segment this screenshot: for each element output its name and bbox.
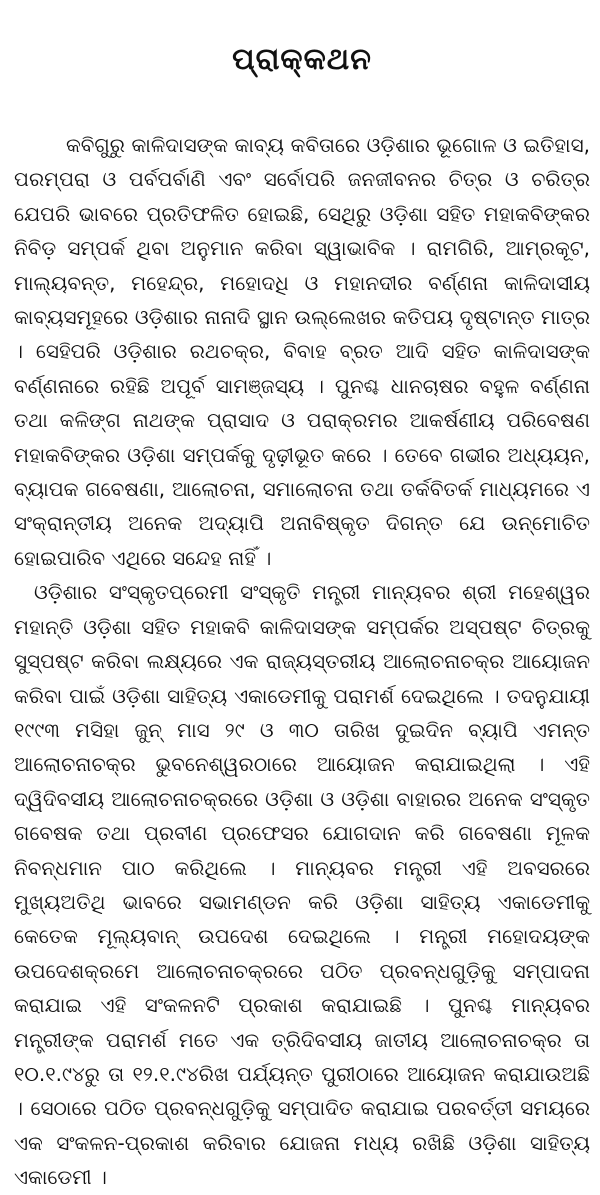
page-title: ପ୍ରାକ୍‌କଥନ [232,42,372,77]
paragraph-2: ଓଡ଼ିଶାର ସଂସ୍କୃତପ୍ରେମୀ ସଂସ୍କୃତି ମନ୍ତ୍ରୀ ମାନ୍ୟବର ଶ୍ରୀ ମହେଶ୍ୱର ମହାନ୍ତି ଓଡ଼ିଶା ସହିତ ମହାକବି କାଳିଦାସଙ୍କ ସମ୍ପର୍କର ଅସ୍ପଷ୍ଟ ଚିତ୍ରକୁ ସୁସ୍ପଷ୍ଟ କରିବା ଲକ୍ଷ୍ୟରେ ଏକ ରାଜ୍ୟସ୍ତରୀୟ ଆଲୋଚନାଚକ୍ର ଆୟୋଜନ କରିବା ପାଇଁ ଓଡ଼ିଶା ସାହିତ୍ୟ ଏକାଡେମୀକୁ ପରାମର୍ଶ ଦେଇଥିଲେ । ତଦନୁଯାୟୀ ୧୯୯୩ ମସିହା ଜୁନ୍ ମାସ ୨୯ ଓ ୩୦ ତାରିଖ ଦୁଇଦିନ ବ୍ୟାପି ଏମନ୍ତ ଆଲୋଚନାଚକ୍ର ଭୁବନେଶ୍ୱରଠାରେ ଆୟୋଜନ କରାଯାଇଥିଲା । ଏହି ଦ୍ୱିଦିବସୀୟ ଆଲୋଚନାଚକ୍ରରେ ଓଡ଼ିଶା ଓ ଓଡ଼ିଶା ବାହାରର ଅନେକ ସଂସ୍କୃତ ଗବେଷକ ତଥା ପ୍ରବୀଣ ପ୍ରଫେସର ଯୋଗଦାନ କରି ଗବେଷଣା ମୂଳକ ନିବନ୍ଧମାନ ପାଠ କରିଥିଲେ । ମାନ୍ୟବର ମନ୍ତ୍ରୀ ଏହି ଅବସରରେ ମୁଖ୍ୟଅତିଥି ଭାବରେ ସଭାମଣ୍ଡନ କରି ଓଡ଼ିଶା ସାହିତ୍ୟ ଏକାଡେମୀକୁ କେତେକ ମୂଲ୍ୟବାନ୍ ଉପଦେଶ ଦେଇଥିଲେ । ମନ୍ତ୍ରୀ ମହୋଦୟଙ୍କ ଉପଦେଶକ୍ରମେ ଆଲୋଚନାଚକ୍ରରେ ପଠିତ ପ୍ରବନ୍ଧଗୁଡ଼ିକୁ ସମ୍ପାଦନା କରାଯାଇ ଏହି ସଂକଳନଟି ପ୍ରକାଶ କରାଯାଇଛି । ପୁନଶ୍ଚ ମାନ୍ୟବର ମନ୍ତ୍ରୀଙ୍କ ପରାମର୍ଶ ମତେ ଏକ ତ୍ରିଦିବସୀୟ ଜାତୀୟ ଆଲୋଚନାଚକ୍ର ତା ୧୦.୧.୯୪ରୁ ତା ୧୨.୧.୯୪ରିଖ ପର୍ଯ୍ୟନ୍ତ ପୁରୀଠାରେ ଆୟୋଜନ କରାଯାଉଅଛି । ସେଠାରେ ପଠିତ ପ୍ରବନ୍ଧଗୁଡ଼ିକୁ ସମ୍ପାଦିତ କରାଯାଇ ପରବର୍ତ୍ତୀ ସମୟରେ ଏକ ସଂକଳନ-ପ୍ରକାଶ କରିବାର ଯୋଜନା ମଧ୍ୟ ରଖିଛି ଓଡ଼ିଶା ସାହିତ୍ୟ ଏକାଡେମୀ । [14,580,590,1190]
paragraph-1: କବିଗୁରୁ କାଳିଦାସଙ୍କ କାବ୍ୟ କବିତାରେ ଓଡ଼ିଶାର ଭୂଗୋଳ ଓ ଇତିହାସ, ପରମ୍ପରା ଓ ପର୍ବପର୍ବାଣି ଏବଂ ସର୍ବୋପରି ଜନଜୀବନର ଚିତ୍ର ଓ ଚରିତ୍ର ଯେପରି ଭାବରେ ପ୍ରତିଫଳିତ ହୋଇଛି, ସେଥିରୁ ଓଡ଼ିଶା ସହିତ ମହାକବିଙ୍କର ନିବିଡ଼ ସମ୍ପର୍କ ଥିବା ଅନୁମାନ କରିବା ସ୍ୱାଭାବିକ । ରାମଗିରି, ଆମ୍ରକୂଟ, ମାଲ୍ୟବନ୍ତ, ମହେନ୍ଦ୍ର, ମହୋଦଧି ଓ ମହାନଦୀର ବର୍ଣ୍ଣନା କାଳିଦାସୀୟ କାବ୍ୟସମୂହରେ ଓଡ଼ିଶାର ନାନାଦି ସ୍ଥାନ ଉଲ୍ଲେଖର କତିପୟ ଦୃଷ୍ଟାନ୍ତ ମାତ୍ର । ସେହିପରି ଓଡ଼ିଶାର ରଥଚକ୍ର, ବିବାହ ବ୍ରତ ଆଦି ସହିତ କାଳିଦାସଙ୍କ ବର୍ଣ୍ଣନାରେ ରହିଛି ଅପୂର୍ବ ସାମଞ୍ଜସ୍ୟ । ପୁନଶ୍ଚ ଧାନଚାଷର ବହୁଳ ବର୍ଣ୍ଣନା ତଥା କଳିଙ୍ଗ ନାଥଙ୍କ ପ୍ରାସାଦ ଓ ପରାକ୍ରମର ଆକର୍ଷଣୀୟ ପରିବେଷଣ ମହାକବିଙ୍କର ଓଡ଼ିଶା ସମ୍ପର୍କକୁ ଦୃଢ଼ୀଭୂତ କରେ । ତେବେ ଗଭୀର ଅଧ୍ୟୟନ, ବ୍ୟାପକ ଗବେଷଣା, ଆଲୋଚନା, ସମାଲୋଚନା ତଥା ତର୍କବିତର୍କ ମାଧ୍ୟମରେ ଏ ସଂକ୍ରାନ୍ତୀୟ ଅନେକ ଅଦ୍ୟାପି ଅନାବିଷ୍କୃତ ଦିଗନ୍ତ ଯେ ଉନ୍ମୋଚିତ ହୋଇପାରିବ ଏଥିରେ ସନ୍ଦେହ ନାହିଁ । [14,133,590,570]
